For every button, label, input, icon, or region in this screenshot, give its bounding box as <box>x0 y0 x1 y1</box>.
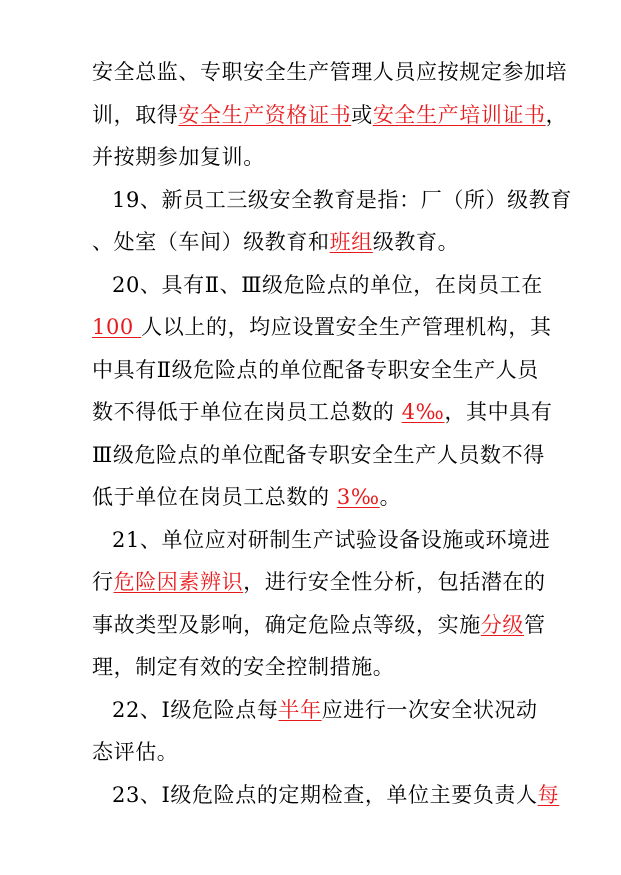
line-text: 20、具有Ⅱ、Ⅲ级危险点的单位，在岗员工在 <box>112 273 543 297</box>
highlighted-answer: 半年 <box>278 698 322 722</box>
text-line-18 <box>112 781 559 809</box>
line-text: ， <box>545 103 568 127</box>
line-text: 安全总监、专职安全生产管理人员应按规定参加培 <box>92 60 568 84</box>
text-line-6 <box>112 271 543 299</box>
line-text: 23、Ⅰ级危险点的定期检查，单位主要负责人 <box>112 783 538 807</box>
line-text: Ⅲ级危险点的单位配备专职安全生产人员数不得 <box>92 443 545 467</box>
line-text: 应进行一次安全状况动 <box>321 698 538 722</box>
text-line-1 <box>92 58 567 86</box>
line-text: 或 <box>351 103 373 127</box>
line-text: 、处室（车间）级教育和 <box>92 230 330 254</box>
highlighted-answer: 3‰ <box>336 485 380 509</box>
text-line-17 <box>92 738 178 766</box>
line-text: 。 <box>379 485 402 509</box>
text-line-12 <box>112 526 550 554</box>
line-text: ，其中具有 <box>444 400 553 424</box>
text-line-10 <box>92 441 545 469</box>
line-text: 级教育。 <box>372 230 460 254</box>
text-line-9 <box>92 398 552 426</box>
line-text: 人以上的，均应设置安全生产管理机构，其 <box>141 315 552 339</box>
highlighted-answer: 安全生产培训证书 <box>372 103 546 127</box>
text-line-11 <box>92 483 401 511</box>
line-text: 19、新员工三级安全教育是指：厂（所）级教育 <box>112 188 572 212</box>
line-text: 管 <box>524 613 546 637</box>
text-line-15 <box>92 653 394 681</box>
line-text: 行 <box>92 570 114 594</box>
text-line-14 <box>92 611 546 639</box>
line-text: 训，取得 <box>92 103 179 127</box>
line-text: 21、单位应对研制生产试验设备设施或环境进 <box>112 528 551 552</box>
highlighted-answer: 危险因素辨识 <box>113 570 244 594</box>
text-line-8 <box>92 356 539 384</box>
line-text: 理，制定有效的安全控制措施。 <box>92 655 395 679</box>
line-text: 事故类型及影响，确定危险点等级，实施 <box>92 613 481 637</box>
highlighted-answer: 100 <box>92 315 142 339</box>
text-line-13 <box>92 568 546 596</box>
line-text: ，进行安全性分析，包括潜在的 <box>243 570 546 594</box>
highlighted-answer: 班组 <box>329 230 373 254</box>
line-text: 低于单位在岗员工总数的 <box>92 485 337 509</box>
text-line-16 <box>112 696 538 724</box>
highlighted-answer: 4‰ <box>401 400 445 424</box>
text-line-3 <box>92 143 265 171</box>
text-line-7 <box>92 313 552 341</box>
highlighted-answer: 安全生产资格证书 <box>178 103 352 127</box>
line-text: 22、Ⅰ级危险点每 <box>112 698 279 722</box>
text-line-2 <box>92 101 567 129</box>
line-text: 数不得低于单位在岗员工总数的 <box>92 400 402 424</box>
highlighted-answer: 每 <box>537 783 560 807</box>
text-line-4 <box>112 186 572 214</box>
highlighted-answer: 分级 <box>480 613 525 637</box>
line-text: 并按期参加复训。 <box>92 145 265 169</box>
line-text: 中具有Ⅱ级危险点的单位配备专职安全生产人员 <box>92 358 539 382</box>
line-text: 态评估。 <box>92 740 179 764</box>
text-line-5 <box>92 228 459 256</box>
